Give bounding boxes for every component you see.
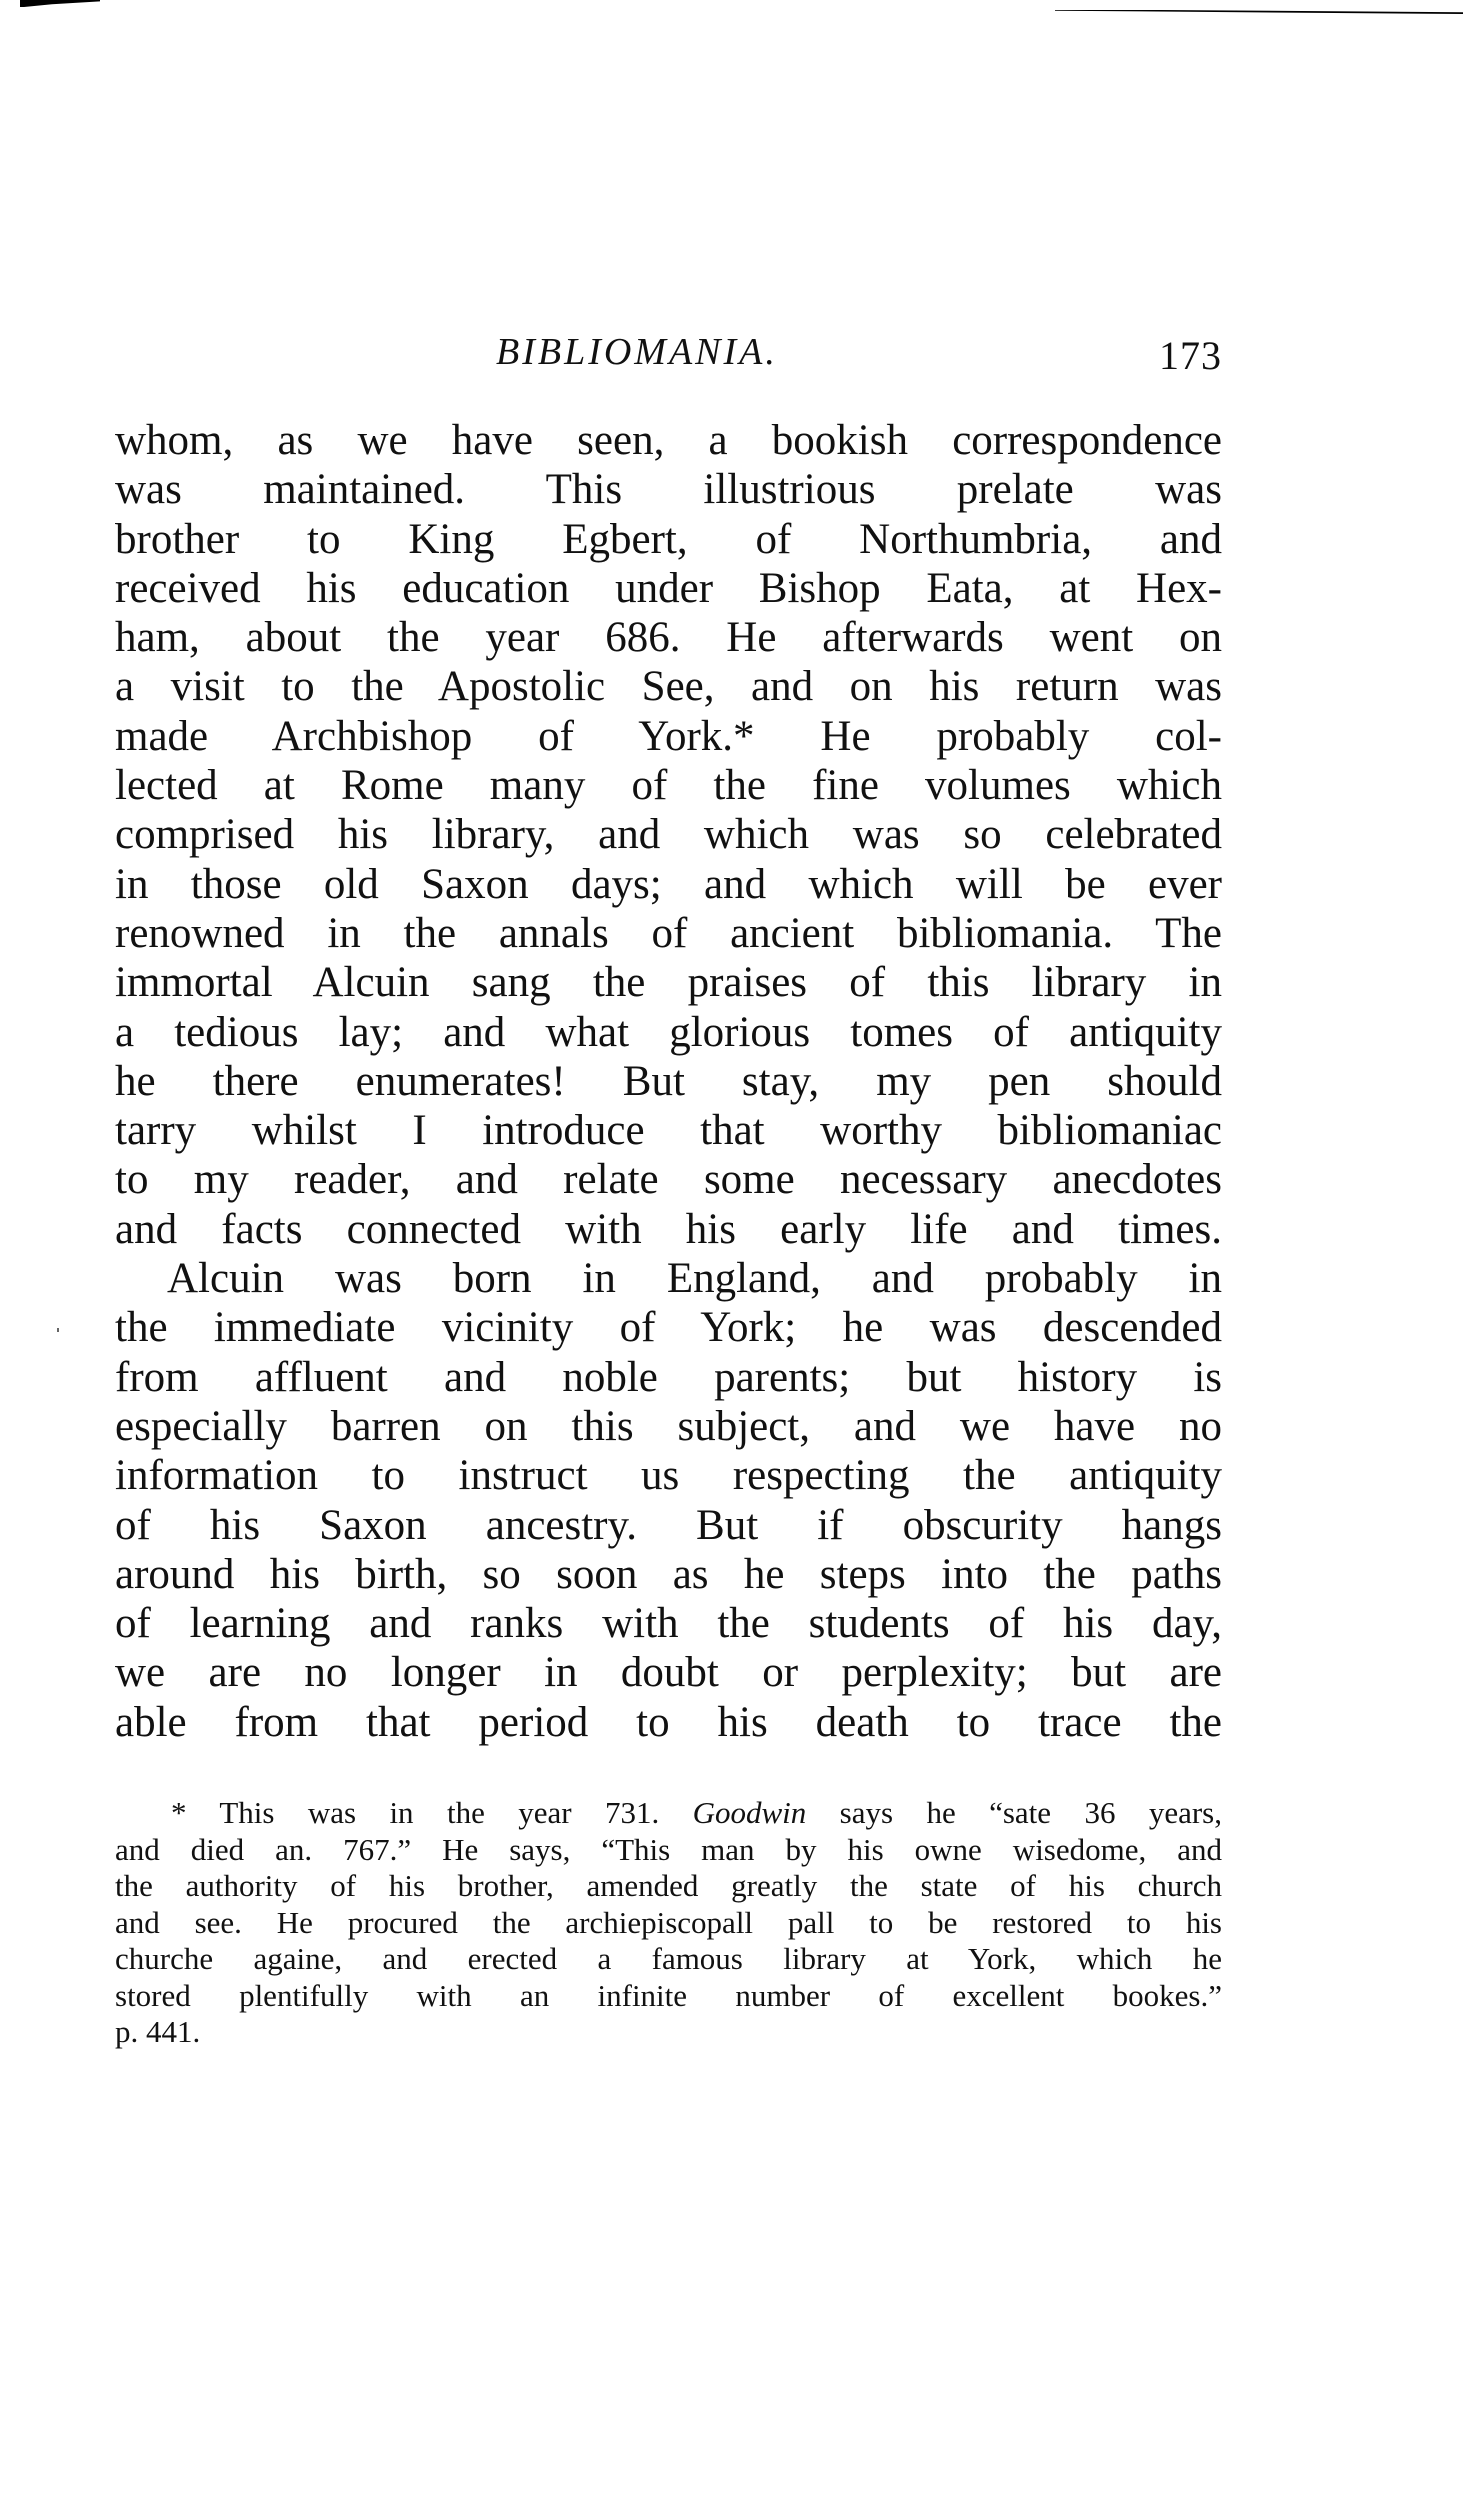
text-line: he there enumerates! But stay, my pen should	[115, 1057, 1222, 1105]
text-line: of his Saxon ancestry. But if obscurity hangs	[115, 1501, 1222, 1549]
footnote-line: the authority of his brother, amended greatly the state of his church	[115, 1868, 1222, 1903]
text-line: whom, as we have seen, a bookish correspondence	[115, 417, 1222, 464]
text-line: renowned in the annals of ancient bibliomania. The	[115, 909, 1222, 957]
text-line: from affluent and noble parents; but history is	[115, 1353, 1222, 1401]
text-line: to my reader, and relate some necessary anecdotes	[115, 1156, 1222, 1204]
footnote-text: This was in the year 731.	[219, 1795, 660, 1830]
body-text	[115, 416, 1222, 1747]
footnote-author: Goodwin	[692, 1795, 807, 1830]
text-line: in those old Saxon days; and which will be ever	[115, 860, 1222, 908]
footnote-line: stored plentifully with an infinite number of excellent bookes.”	[115, 1977, 1222, 2013]
footnote-line	[115, 1795, 1222, 1832]
running-title: BIBLIOMANIA.	[496, 331, 778, 373]
text-line: able from that period to his death to trace the	[115, 1698, 1222, 1746]
book-page	[115, 330, 1222, 1747]
text-line: a visit to the Apostolic See, and on his return was	[115, 663, 1222, 711]
page-number: 173	[1159, 333, 1222, 378]
text-line: the immediate vicinity of York; he was descended	[115, 1304, 1222, 1352]
footnote-page-ref: p. 441.	[115, 2014, 201, 2049]
scan-artifact-top-right	[1055, 8, 1463, 14]
text-line: tarry whilst I introduce that worthy bibliomaniac	[115, 1107, 1222, 1155]
text-line: brother to King Egbert, of Northumbria, and	[115, 515, 1222, 563]
text-line: and facts connected with his early life and times.	[115, 1205, 1222, 1253]
text-line: received his education under Bishop Eata, at Hex-	[115, 564, 1222, 612]
text-line: we are no longer in doubt or perplexity; but are	[115, 1649, 1222, 1697]
footnote	[115, 1795, 1222, 2051]
text-line: immortal Alcuin sang the praises of this library in	[115, 959, 1222, 1007]
text-line: comprised his library, and which was so celebrated	[115, 811, 1222, 859]
scan-speck	[57, 1328, 59, 1332]
text-line: information to instruct us respecting the antiquity	[115, 1452, 1222, 1500]
text-line: ham, about the year 686. He afterwards went on	[115, 614, 1222, 662]
text-line: especially barren on this subject, and we have no	[115, 1402, 1222, 1450]
text-line: lected at Rome many of the fine volumes which	[115, 762, 1222, 810]
footnote-line: churche againe, and erected a famous library at York, which he	[115, 1941, 1222, 1976]
footnote-line: and died an. 767.” He says, “This man by his owne wisedome, and	[115, 1831, 1222, 1867]
paragraph-start-line: Alcuin was born in England, and probably in	[167, 1255, 1222, 1303]
footnote-marker: *	[171, 1795, 187, 1830]
footnote-line: and see. He procured the archiepiscopall pall to be restored to his	[115, 1904, 1222, 1940]
scan-artifact-top-left	[20, 0, 100, 7]
text-line: around his birth, so soon as he steps into the paths	[115, 1550, 1222, 1598]
footnote-text: says he “sate 36 years,	[839, 1795, 1222, 1830]
text-line: was maintained. This illustrious prelate was	[115, 466, 1222, 514]
running-head	[115, 330, 1222, 390]
text-line: a tedious lay; and what glorious tomes of antiquity	[115, 1008, 1222, 1056]
text-line: of learning and ranks with the students of his day,	[115, 1600, 1222, 1648]
text-line: made Archbishop of York.* He probably col-	[115, 712, 1222, 760]
